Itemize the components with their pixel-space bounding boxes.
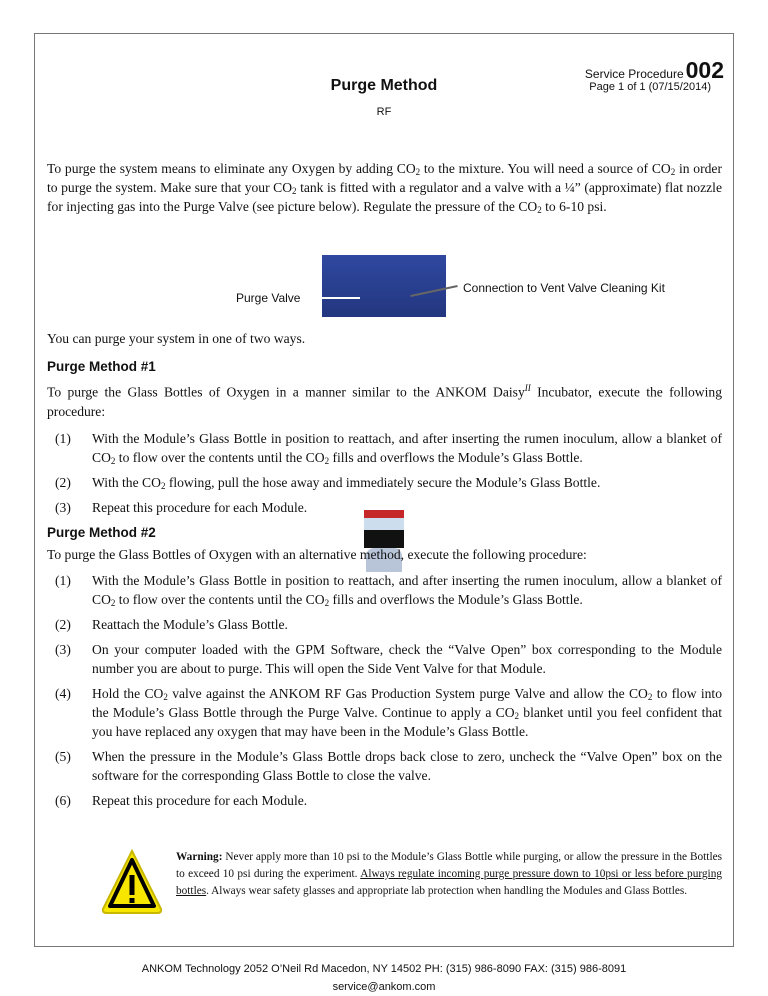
vent-connection-label: Connection to Vent Valve Cleaning Kit	[463, 281, 665, 295]
footer-address: ANKOM Technology 2052 O’Neil Rd Macedon, NY 14502 PH: (315) 986-8090 FAX: (315) 986-8091	[141, 963, 627, 975]
list-item: (6) Repeat this procedure for each Module.	[55, 793, 308, 808]
method-1-intro: To purge the Glass Bottles of Oxygen in a manner similar to the ANKOM Daisy$^{II}$ Incubator, execute the following procedure:	[47, 383, 722, 419]
list-item: (3) On your computer loaded with the GPM Software, check the “Valve Open” box corresponding to the Module number you are about to purge. This will open the Side Vent Valve for that Module.	[55, 642, 722, 676]
purge-valve-label: Purge Valve	[236, 291, 301, 305]
warning-icon	[99, 847, 165, 917]
list-item: (5) When the pressure in the Module’s Glass Bottle drops back close to zero, uncheck the “Valve Open” box on the software for the corresponding Glass Bottle to close the valve.	[55, 749, 722, 783]
list-item: (1) With the Module’s Glass Bottle in position to reattach, and after inserting the rumen inoculum, allow a blanket of $CO_2$ to flow over the contents until the $CO_2$ fills and overflows the Module’s Glass Bottle.	[55, 573, 722, 608]
purge-valve-photo	[322, 255, 446, 317]
method-2-intro: To purge the Glass Bottles of Oxygen with an alternative method, execute the following procedure:	[47, 547, 587, 562]
method-2-section	[47, 523, 722, 816]
list-item: (4) Hold the $CO_2$ valve against the ANKOM RF Gas Production System purge Valve and allow the $CO_2$ to flow into the Module’s Glass Bottle through the Purge Valve. Continue to apply a $CO_2$ blanket until you feel confident that you have replaced any oxygen that may have been in the Module’s Glass Bottle.	[55, 686, 722, 739]
ways-text: You can purge your system in one of two ways.	[47, 331, 306, 346]
warning-text: Warning: Never apply more than 10 psi to the Module’s Glass Bottle while purging, or allow the pressure in the Bottles to exceed 10 psi during the experiment. Always regulate incoming purge pressure down to 10psi or less before purging bottles. Always wear safety glasses and appropriate lab protection when handling the Modules and Glass Bottles.	[176, 851, 722, 897]
intro-paragraph: To purge the system means to eliminate any Oxygen by adding $CO_2$ to the mixture. You will need a source of $CO_2$ in order to purge the system. Make sure that your $CO_2$ tank is fitted with a regulator and a valve with a ¼” (approximate) flat nozzle for injecting gas into the Purge Valve (see picture below). Regulate the pressure of the $CO_2$ to 6-10 psi.	[47, 161, 722, 215]
list-item: (2) With the $CO_2$ flowing, pull the hose away and immediately secure the Module’s Glass Bottle.	[55, 474, 601, 491]
method-1-section	[47, 357, 722, 523]
footer	[0, 960, 768, 996]
service-label: Service Procedure	[584, 67, 684, 81]
method-1-heading: Purge Method #1	[47, 359, 156, 374]
page-info: Page 1 of 1 (07/15/2014)	[589, 81, 711, 93]
arrow-icon	[310, 297, 360, 299]
method-2-heading: Purge Method #2	[47, 525, 156, 540]
page-subtitle: RF	[376, 106, 392, 118]
list-item: (2) Reattach the Module’s Glass Bottle.	[55, 617, 288, 632]
service-number: 002	[685, 57, 724, 83]
footer-email: service@ankom.com	[332, 981, 436, 993]
page-title: Purge Method	[330, 77, 438, 94]
list-item: (1) With the Module’s Glass Bottle in position to reattach, and after inserting the rumen inoculum, allow a blanket of $CO_2$ to flow over the contents until the $CO_2$ fills and overflows the Module’s Glass Bottle.	[55, 430, 722, 466]
list-item: (3) Repeat this procedure for each Module.	[55, 499, 308, 515]
